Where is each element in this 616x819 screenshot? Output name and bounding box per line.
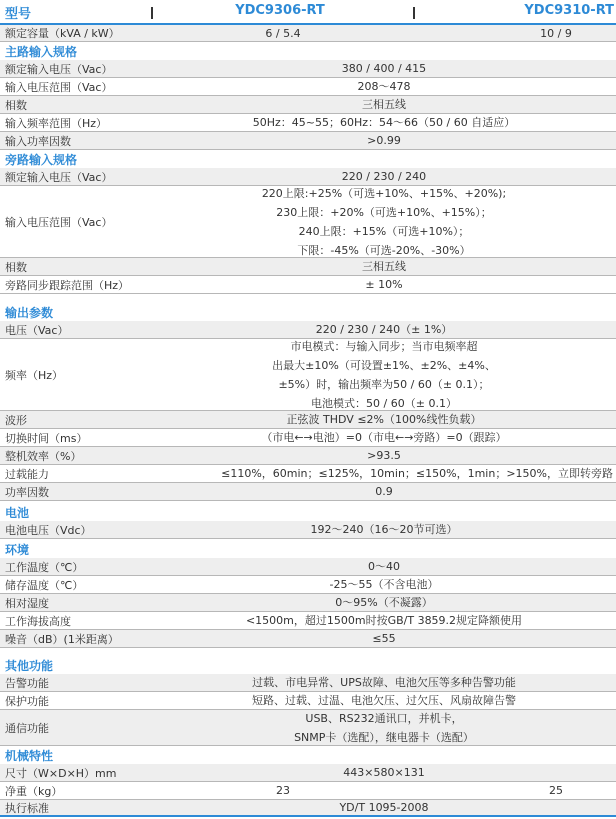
row-label: 频率（Hz） — [5, 368, 64, 382]
table-row — [0, 429, 616, 447]
row-label: 尺寸（W×D×H）mm — [5, 766, 117, 780]
value-line: 下限：-45%（可选-20%、-30%） — [297, 243, 471, 257]
row-label: 相数 — [5, 260, 27, 274]
row-label: 执行标准 — [5, 801, 49, 815]
table-row — [0, 114, 616, 132]
model-2-value: 25 — [549, 784, 563, 797]
row-label: 工作温度（℃） — [5, 560, 84, 574]
model-2-name: YDC9310-RT — [524, 3, 614, 18]
row-value: ≤110%，60min；≤125%，10min；≤150%，1min；>150%，立即转旁路 — [221, 467, 613, 480]
table-row — [0, 96, 616, 114]
table-row — [0, 594, 616, 612]
row-label: 功率因数 — [5, 485, 49, 499]
model-1-value: 6 / 5.4 — [265, 26, 301, 40]
row-value: 三相五线 — [362, 260, 406, 273]
row-value: 220 / 230 / 240 — [341, 170, 427, 183]
row-label: 电压（Vac） — [5, 323, 69, 337]
section-title: 机械特性 — [5, 749, 54, 763]
row-value: 过载、市电异常、UPS故障、电池欠压等多种告警功能 — [252, 676, 516, 689]
row-label: 电池电压（Vdc） — [5, 523, 92, 537]
header-label: 型号 — [5, 7, 32, 22]
row-label: 过载能力 — [5, 467, 49, 481]
table-row — [0, 674, 616, 692]
section-title: 旁路输入规格 — [5, 153, 78, 167]
table-row — [0, 800, 616, 815]
row-value: 短路、过载、过温、电池欠压、过欠压、风扇故障告警 — [252, 694, 516, 707]
row-value: ≤55 — [372, 632, 396, 645]
section-title: 环境 — [5, 543, 30, 557]
table-row — [0, 521, 616, 539]
section-title: 其他功能 — [5, 659, 54, 673]
value-line: 电池模式：50 / 60（± 0.1） — [311, 396, 457, 410]
table-header — [0, 0, 616, 25]
row-value: 220 / 230 / 240（± 1%） — [315, 323, 453, 336]
row-value — [152, 339, 616, 410]
value-line: 出最大±10%（可设置±1%、±2%、±4%、 — [272, 358, 496, 372]
value-line: SNMP卡（选配），继电器卡（选配） — [294, 730, 474, 744]
table-row — [0, 630, 616, 648]
table-row — [0, 764, 616, 782]
table-row — [0, 78, 616, 96]
table-row — [0, 276, 616, 294]
bottom-rule — [0, 815, 616, 817]
row-label: 额定输入电压（Vac） — [5, 62, 113, 76]
row-label: 整机效率（%） — [5, 449, 82, 463]
value-line: 市电模式：与输入同步；当市电频率超 — [290, 339, 478, 353]
table-row — [0, 483, 616, 501]
table-row — [0, 186, 616, 258]
row-value: 0～40 — [368, 560, 400, 573]
table-row — [0, 612, 616, 630]
table-row — [0, 710, 616, 746]
row-value: >93.5 — [367, 449, 401, 462]
row-value: （市电←→电池）=0（市电←→旁路）=0（跟踪） — [261, 431, 507, 444]
section-title: 输出参数 — [5, 306, 54, 320]
row-value: <1500m，超过1500m时按GB/T 3859.2规定降额使用 — [245, 614, 523, 627]
row-label: 相对湿度 — [5, 596, 49, 610]
row-value: YD/T 1095-2008 — [339, 801, 429, 814]
model-2-value: 10 / 9 — [540, 26, 572, 40]
row-label: 工作海拔高度 — [5, 614, 71, 628]
row-value: 192～240（16～20节可选） — [310, 523, 458, 536]
row-value: 50Hz：45~55；60Hz：54～66（50 / 60 自适应） — [252, 116, 516, 129]
row-label: 输入电压范围（Vac） — [5, 80, 113, 94]
row-label: 输入电压范围（Vac） — [5, 215, 113, 229]
row-value: 0～95%（不凝露） — [335, 596, 433, 609]
value-line: ±5%）时，输出频率为50 / 60（± 0.1）； — [278, 377, 490, 391]
value-line: 240上限：+15%（可选+10%）； — [298, 224, 470, 238]
row-value — [152, 710, 616, 745]
table-row — [0, 339, 616, 411]
table-row — [0, 411, 616, 429]
row-label: 保护功能 — [5, 694, 49, 708]
row-value: 正弦波 THDV ≤2%（100%线性负载） — [286, 413, 482, 426]
table-row — [0, 576, 616, 594]
table-row — [0, 132, 616, 150]
table-row — [0, 692, 616, 710]
row-value: >0.99 — [367, 134, 401, 147]
row-label: 储存温度（℃） — [5, 578, 84, 592]
section-title: 电池 — [5, 506, 30, 520]
row-label: 额定容量（kVA / kW） — [5, 27, 120, 40]
table-row — [0, 447, 616, 465]
table-row — [0, 465, 616, 483]
row-label: 旁路同步跟踪范围（Hz） — [5, 278, 130, 292]
row-label: 切换时间（ms） — [5, 431, 88, 445]
section-title: 主路输入规格 — [5, 45, 78, 59]
model-1-value: 23 — [276, 784, 290, 797]
column-divider — [413, 7, 415, 19]
row-label: 通信功能 — [5, 721, 49, 735]
table-row — [0, 258, 616, 276]
value-line: 230上限：+20%（可选+10%、+15%）； — [276, 205, 492, 219]
model-1-name: YDC9306-RT — [235, 3, 325, 18]
row-value: 380 / 400 / 415 — [341, 62, 427, 75]
row-value: 三相五线 — [362, 98, 406, 111]
row-value: 443×580×131 — [343, 766, 425, 779]
table-row — [0, 782, 616, 800]
value-line: 220上限:+25%（可选+10%、+15%、+20%); — [261, 186, 507, 200]
row-label: 输入频率范围（Hz） — [5, 116, 108, 130]
row-label: 相数 — [5, 98, 27, 112]
row-label: 告警功能 — [5, 676, 49, 690]
table-row — [0, 60, 616, 78]
row-label: 输入功率因数 — [5, 134, 71, 148]
row-label: 噪音（dB）(1米距离） — [5, 632, 119, 646]
row-value: 0.9 — [375, 485, 393, 498]
row-label: 净重（kg） — [5, 784, 63, 798]
table-row — [0, 25, 616, 42]
row-label: 波形 — [5, 413, 27, 427]
row-label: 额定输入电压（Vac） — [5, 170, 113, 184]
row-value: ± 10% — [365, 278, 403, 291]
row-value — [152, 186, 616, 257]
table-row — [0, 558, 616, 576]
row-value: 208～478 — [357, 80, 411, 93]
value-line: USB、RS232通讯口，并机卡， — [305, 711, 463, 725]
row-value: -25～55（不含电池） — [329, 578, 439, 591]
